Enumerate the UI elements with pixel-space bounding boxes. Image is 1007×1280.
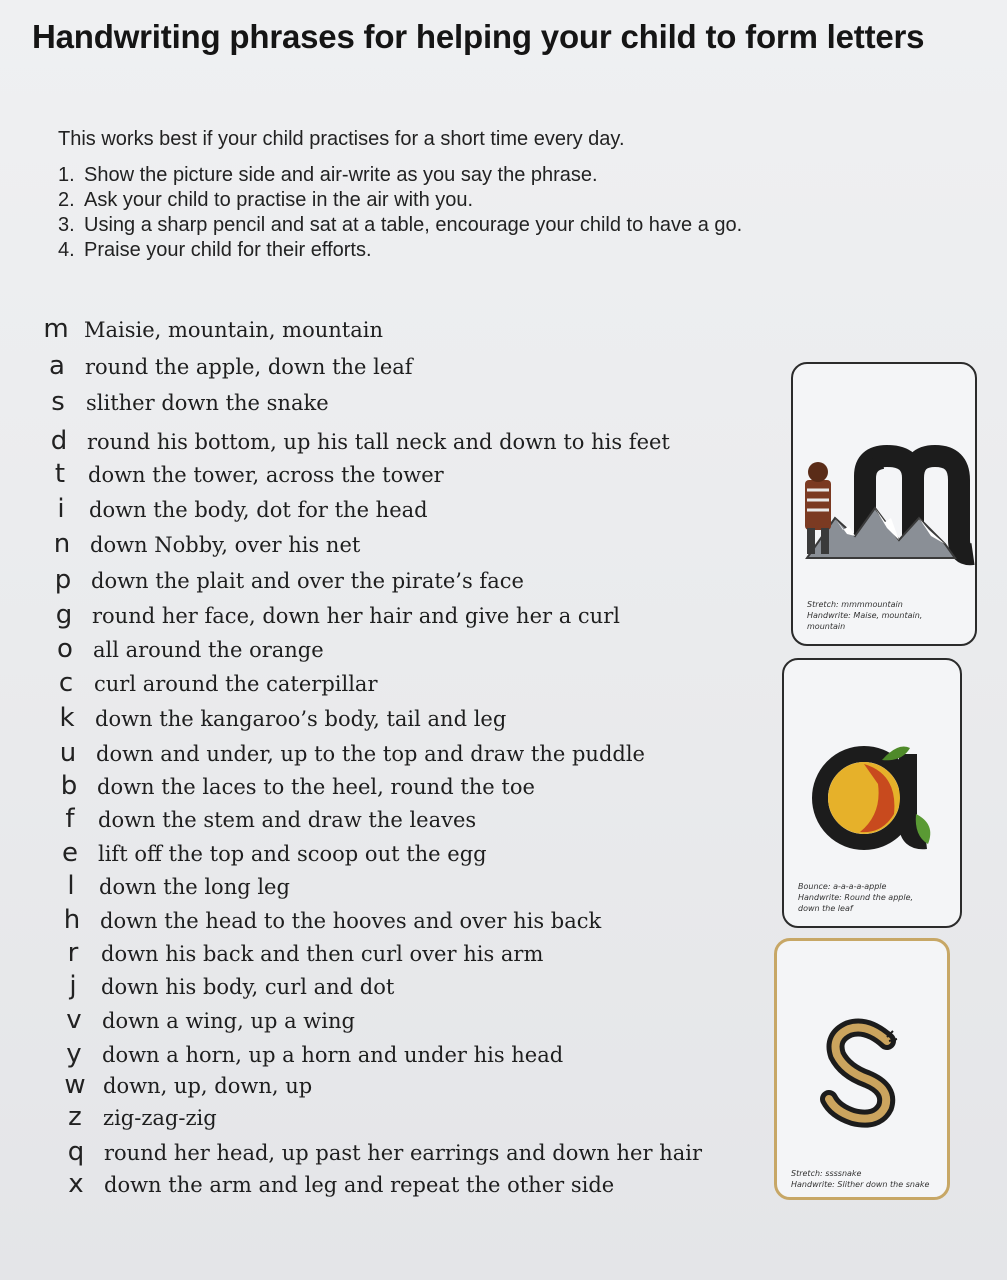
step-item: 2. Ask your child to practise in the air with you.	[58, 189, 474, 211]
phrase-text: down the plait and over the pirate’s face	[91, 569, 524, 593]
phrase-letter: a	[49, 351, 65, 381]
phrase-row-p	[43, 565, 524, 595]
phrase-letter: f	[65, 804, 75, 834]
card-caption-line: Handwrite: Slither down the snake	[791, 1180, 930, 1189]
phrase-row-f	[50, 804, 476, 834]
card-caption-line: Stretch: mmmmountain	[807, 600, 903, 609]
phrase-row-c	[46, 668, 378, 698]
card-caption-line: mountain	[807, 622, 846, 631]
card-caption-line: Handwrite: Maise, mountain,	[807, 611, 923, 620]
phrase-row-z	[55, 1102, 217, 1132]
phrase-text: Maisie, mountain, mountain	[84, 318, 383, 342]
phrase-letter: i	[57, 494, 65, 524]
phrase-letter: p	[54, 565, 72, 595]
phrase-row-a	[37, 351, 413, 381]
phrase-text: down the kangaroo’s body, tail and leg	[95, 707, 507, 731]
phrase-text: round her face, down her hair and give her a curl	[92, 604, 620, 628]
card-caption-line: Bounce: a-a-a-a-apple	[798, 882, 887, 891]
phrase-row-n	[42, 529, 360, 559]
phrase-letter: x	[68, 1169, 84, 1199]
letter-card-a	[782, 658, 962, 928]
phrase-letter: w	[64, 1070, 86, 1100]
card-caption-line: Stretch: ssssnake	[791, 1169, 862, 1178]
phrase-letter: n	[53, 529, 71, 559]
phrase-row-j	[53, 971, 394, 1001]
phrase-row-k	[47, 703, 506, 733]
instruction-steps	[58, 163, 742, 263]
phrase-row-y	[54, 1039, 563, 1069]
phrase-letter: c	[58, 668, 74, 698]
phrase-text: round her head, up past her earrings and down her hair	[104, 1141, 702, 1165]
phrase-row-r	[53, 938, 543, 968]
phrase-letter: v	[66, 1005, 82, 1035]
phrase-text: down his body, curl and dot	[101, 975, 395, 999]
phrase-row-x	[56, 1169, 614, 1199]
step-item: 4. Praise your child for their efforts.	[58, 239, 372, 261]
phrase-letter: t	[54, 459, 66, 489]
phrase-text: down the arm and leg and repeat the other side	[104, 1173, 615, 1197]
phrase-text: down and under, up to the top and draw the puddle	[96, 742, 645, 766]
phrase-letter: m	[43, 314, 69, 344]
phrase-letter: l	[67, 871, 75, 901]
phrase-letter: d	[50, 426, 68, 456]
phrase-text: down his back and then curl over his arm	[101, 942, 544, 966]
phrase-text: down Nobby, over his net	[90, 533, 361, 557]
phrase-text: down the body, dot for the head	[89, 498, 428, 522]
step-item: 1. Show the picture side and air-write as you say the phrase.	[58, 164, 598, 186]
phrase-letter: o	[57, 634, 73, 664]
phrase-text: round the apple, down the leaf	[85, 355, 413, 379]
intro-text: This works best if your child practises for a short time every day.	[58, 128, 625, 150]
phrase-letter: b	[60, 771, 78, 801]
phrase-row-g	[44, 600, 620, 630]
phrase-letter: s	[51, 387, 65, 417]
step-item: 3. Using a sharp pencil and sat at a table, encourage your child to have a go.	[58, 214, 743, 236]
phrase-text: all around the orange	[93, 638, 324, 662]
phrase-letter: u	[59, 738, 77, 768]
phrase-letter: e	[62, 838, 78, 868]
phrase-row-h	[52, 905, 601, 935]
phrase-text: down a wing, up a wing	[102, 1009, 355, 1033]
phrase-row-e	[50, 838, 487, 868]
phrase-text: curl around the caterpillar	[94, 672, 378, 696]
phrase-row-t	[40, 459, 444, 489]
phrase-letter: h	[63, 905, 81, 935]
phrase-letter: j	[69, 971, 77, 1001]
phrase-row-o	[45, 634, 324, 664]
phrase-letter: y	[66, 1039, 82, 1069]
phrase-text: slither down the snake	[86, 391, 329, 415]
mountain-m-picture-icon	[795, 368, 977, 568]
snake-s-picture-icon	[779, 945, 951, 1145]
phrase-text: down the long leg	[99, 875, 290, 899]
phrase-letter: k	[59, 703, 75, 733]
phrase-text: down, up, down, up	[103, 1074, 313, 1098]
phrase-text: lift off the top and scoop out the egg	[98, 842, 487, 866]
phrase-row-d	[39, 426, 670, 456]
phrase-letter: g	[55, 600, 73, 630]
page-title: Handwriting phrases for helping your child to form letters	[32, 18, 925, 55]
letter-card-m	[791, 362, 977, 646]
phrase-row-m	[36, 314, 383, 344]
phrase-row-w	[55, 1070, 312, 1100]
phrase-row-u	[48, 738, 645, 768]
phrase-letter: r	[67, 938, 79, 968]
phrase-row-b	[49, 771, 535, 801]
phrase-text: round his bottom, up his tall neck and down to his feet	[87, 430, 670, 454]
card-caption-line: Handwrite: Round the apple,	[798, 893, 914, 902]
phrase-letter: z	[68, 1102, 82, 1132]
apple-a-picture-icon	[786, 664, 962, 864]
phrase-letter: q	[67, 1137, 85, 1167]
phrase-text: down the laces to the heel, round the toe	[97, 775, 535, 799]
phrase-row-q	[56, 1137, 702, 1167]
phrase-text: down the tower, across the tower	[88, 463, 444, 487]
phrase-row-s	[38, 387, 329, 417]
phrase-row-v	[54, 1005, 355, 1035]
phrase-text: down the head to the hooves and over his back	[100, 909, 602, 933]
letter-card-s	[774, 938, 950, 1200]
phrase-text: down a horn, up a horn and under his head	[102, 1043, 564, 1067]
phrase-text: down the stem and draw the leaves	[98, 808, 477, 832]
phrase-text: zig-zag-zig	[103, 1106, 217, 1130]
phrase-row-i	[41, 494, 428, 524]
phrase-row-l	[51, 871, 290, 901]
card-caption-line: down the leaf	[798, 904, 853, 913]
